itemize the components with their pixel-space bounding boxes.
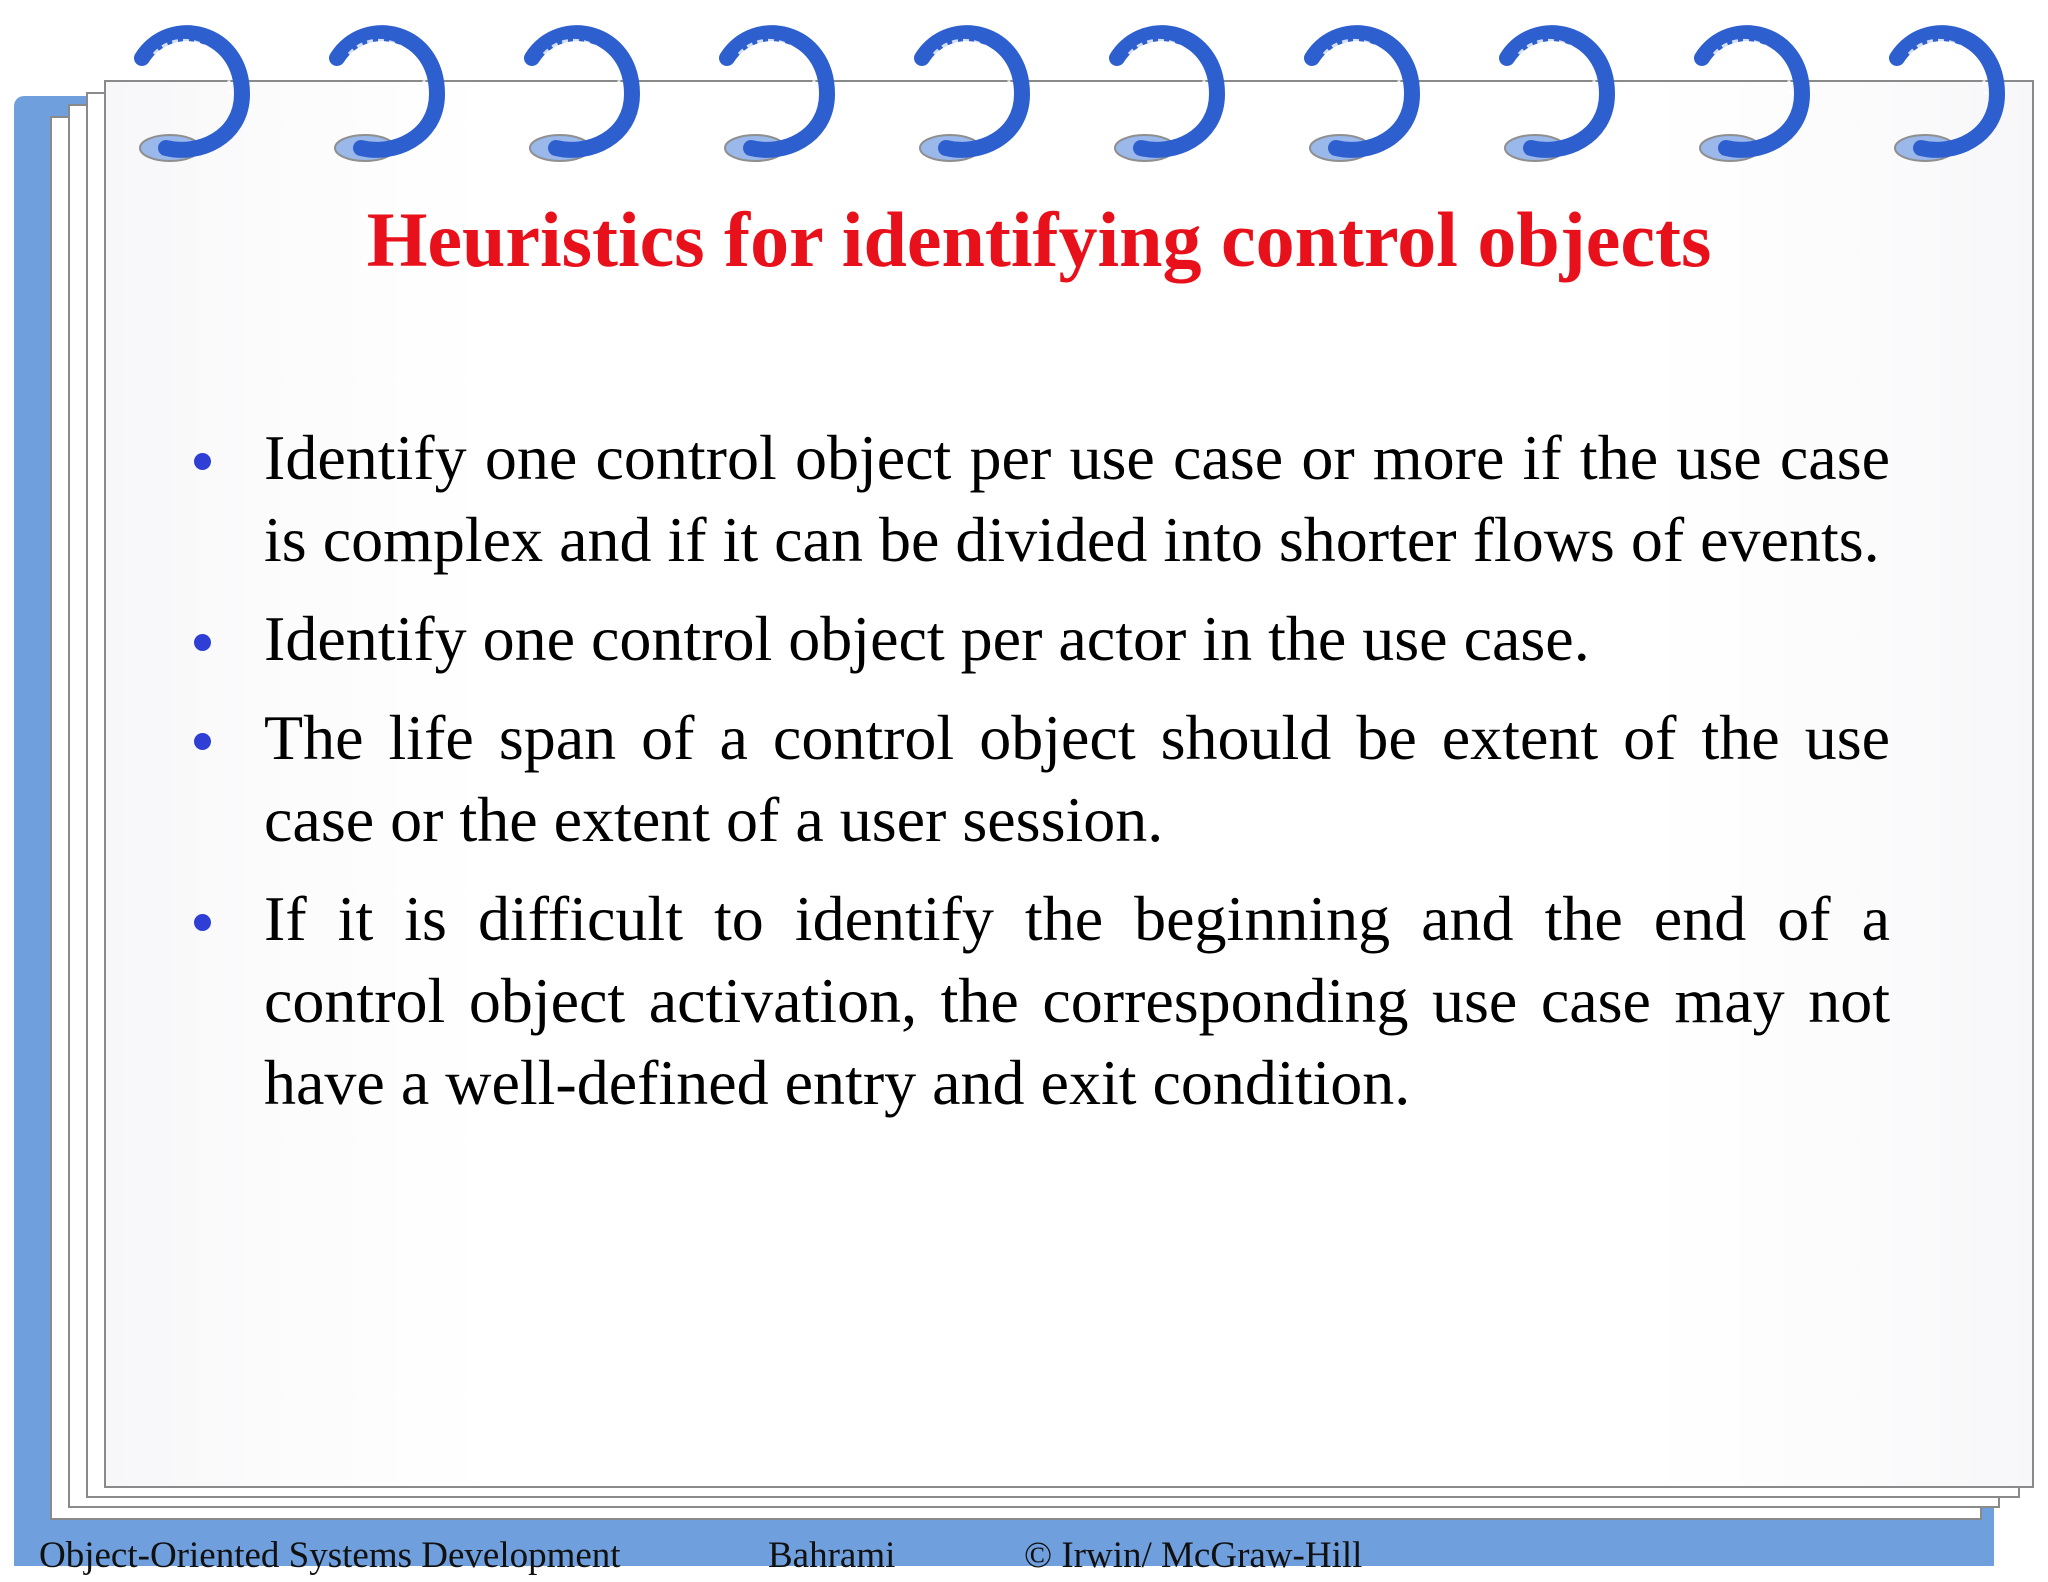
bullet-icon [194,634,211,651]
footer-copyright: © Irwin/ McGraw-Hill [1024,1535,1363,1576]
bullet-item [190,598,1890,680]
bullet-item [190,878,1890,1124]
bullet-list [190,417,1890,1141]
slide-title: Heuristics for identifying control objects [366,196,1712,283]
bullet-icon [194,914,211,931]
bullet-text: Identify one control object per use case or more if the use case is complex and if it can be divided into shorter flows of events. [264,422,1890,575]
bullet-icon [194,733,211,750]
footer-author: Bahrami [768,1535,896,1576]
bullet-item [190,417,1890,581]
bullet-icon [194,453,211,470]
bullet-item [190,697,1890,861]
footer-course: Object-Oriented Systems Development [39,1535,621,1576]
bullet-text: The life span of a control object should be extent of the use case or the extent of a user session. [264,702,1890,855]
bullet-text: If it is difficult to identify the beginning and the end of a control object activation, the corresponding use case may not have a well-defined entry and exit condition. [264,883,1890,1118]
bullet-text: Identify one control object per actor in the use case. [264,603,1590,674]
slide-footer [14,1520,1994,1580]
